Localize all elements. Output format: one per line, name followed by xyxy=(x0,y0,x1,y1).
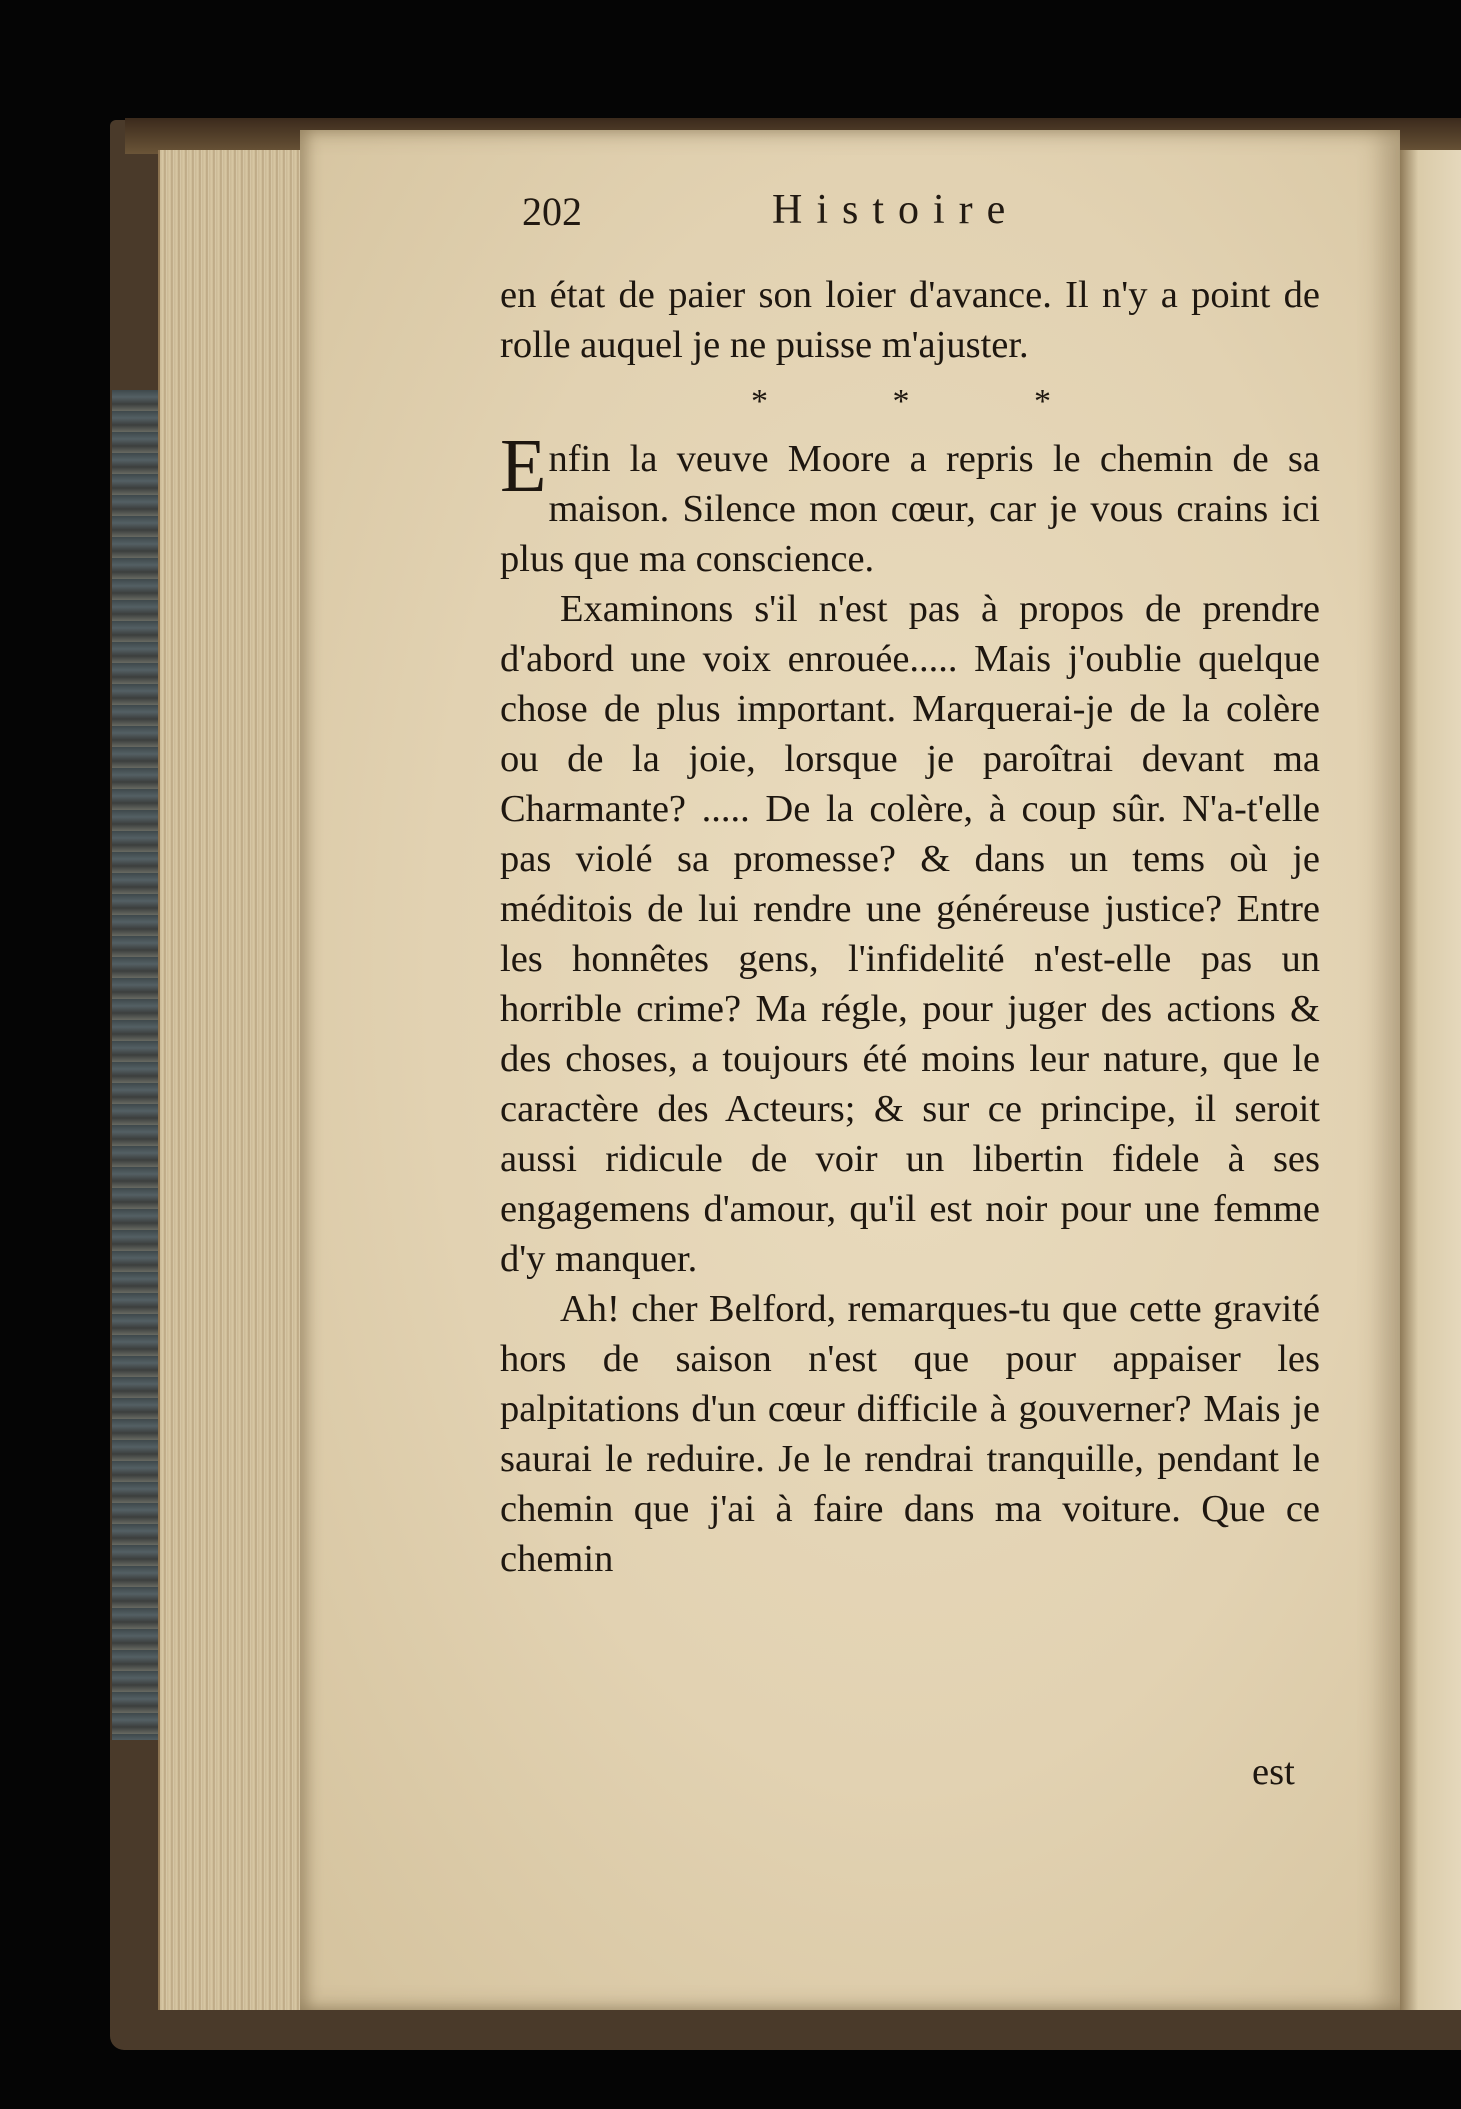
running-title: Histoire xyxy=(772,187,1020,233)
page-stack xyxy=(158,150,310,2010)
facing-page-edge xyxy=(1400,150,1461,2010)
paragraph-3: Ah! cher Belford, remarques-tu que cette gravité hors de saison n'est que pour appaiser les palpitations d'un cœur difficile à gouverner? Mais je saurai le reduire. Je le rendrai tranquille, pendant le chemin que j'ai à faire dans ma voiture. Que ce chemin xyxy=(500,1288,1320,1580)
page-text xyxy=(500,270,1320,1584)
paragraph-continuation: en état de paier son loier d'avance. Il n'y a point de rolle auquel je ne puisse m'ajuster. xyxy=(500,274,1320,366)
page-number: 202 xyxy=(522,189,582,234)
paragraph-1 xyxy=(500,424,1320,584)
catchword: est xyxy=(1252,1751,1295,1793)
drop-cap: E xyxy=(500,424,547,508)
paragraph-1-text: nfin la veuve Moore a repris le chemin de sa maison. Silence mon cœur, car je vous crains ici plus que ma conscience. xyxy=(500,438,1320,580)
section-ornament: * * * xyxy=(751,383,1109,420)
paragraph-2: Examinons s'il n'est pas à propos de prendre d'abord une voix enrouée..... Mais j'oublie quelque chose de plus important. Marquerai-je de la colère ou de la joie, lorsque je paroîtrai devant ma Charmante? ..... De la colère, à coup sûr. N'a-t'elle pas violé sa promesse? & dans un tems où je méditois de lui rendre une généreuse justice? Entre les honnêtes gens, l'infidelité n'est-elle pas un horrible crime? Ma régle, pour juger des actions & des choses, a toujours été moins leur nature, que le caractère des Acteurs; & sur ce principe, il seroit aussi ridicule de voir un libertin fidele à ses engagemens d'amour, qu'il est noir pour une femme d'y manquer. xyxy=(500,588,1320,1280)
page-header xyxy=(522,188,1242,240)
marbled-cover-edge xyxy=(112,390,164,1740)
